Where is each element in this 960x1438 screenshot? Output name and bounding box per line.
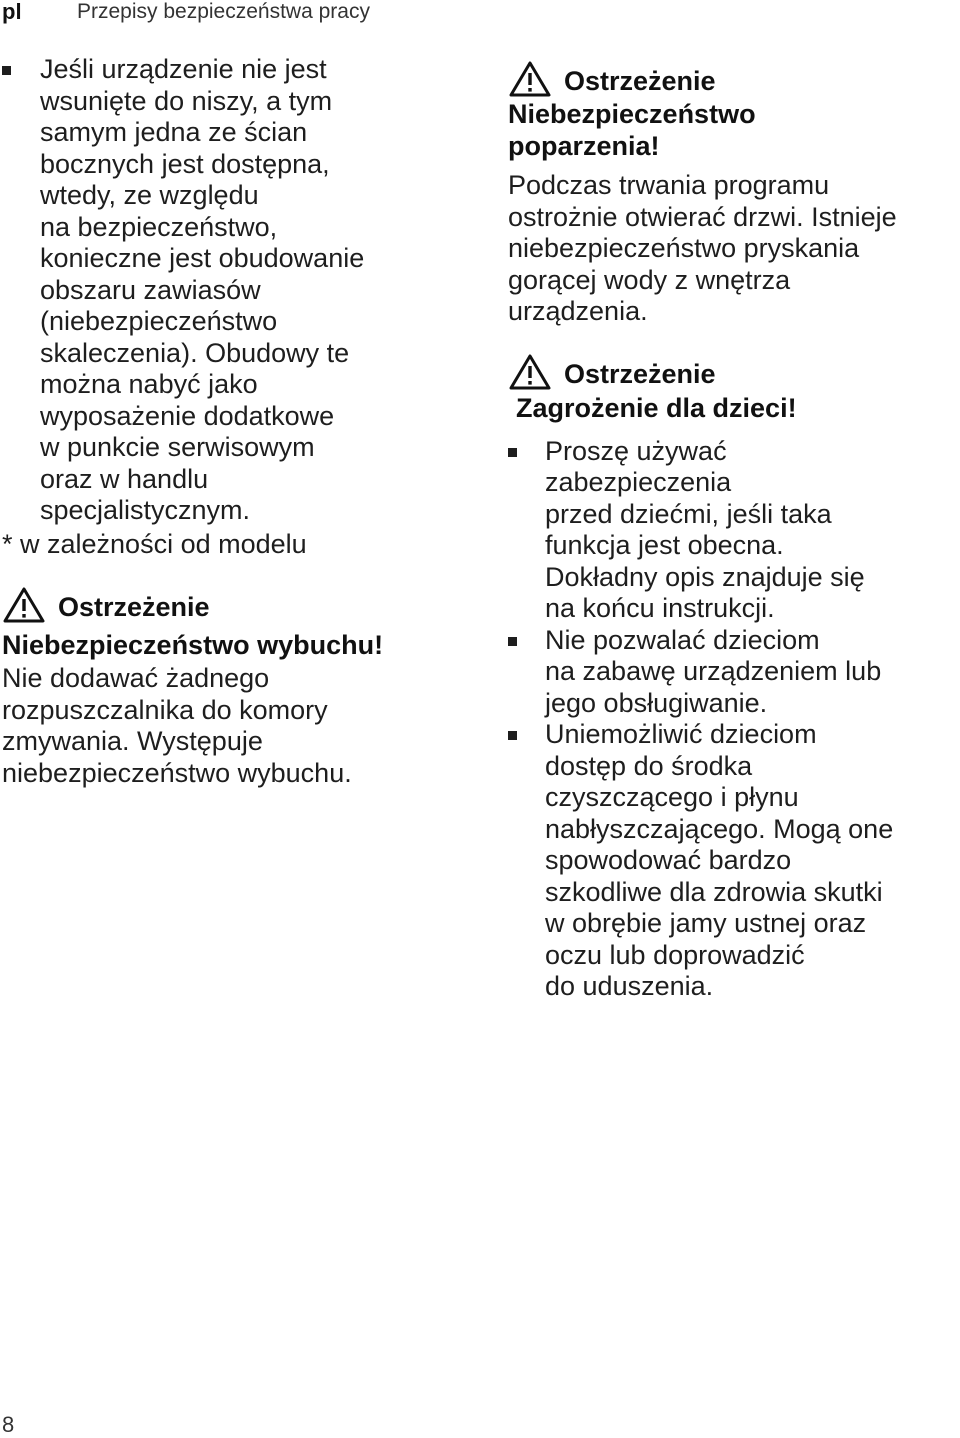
list-item: Proszę używać zabezpieczenia przed dziećmi, jeśli taka funkcja jest obecna. Dokładny opis znajduje się na końcu instrukcji. [508, 436, 960, 625]
warning-triangle-icon [508, 353, 552, 391]
warning-triangle-icon [2, 586, 46, 624]
warning-label: Ostrzeżenie [564, 66, 716, 96]
model-note: * w zależności od modelu [2, 528, 307, 559]
language-code: pl [2, 0, 22, 24]
warning-subtitle: Niebezpieczeństwo wybuchu! [2, 630, 384, 660]
bullet-square-icon [2, 66, 11, 75]
warning-heading [508, 60, 960, 98]
warning-subtitle: Niebezpieczeństwo poparzenia! [508, 99, 756, 161]
bullet-square-icon [508, 731, 517, 740]
section-title: Przepisy bezpieczeństwa pracy [77, 0, 370, 23]
warning-triangle-icon [508, 60, 552, 98]
list-item: Uniemożliwić dzieciom dostęp do środka czyszczącego i płynu nabłyszczającego. Mogą one spowodować bardzo szkodliwe dla zdrowia skutki w obrębie jamy ustnej oraz oczu lub doprowadzić do uduszenia. [508, 719, 960, 1003]
warning-heading [2, 586, 472, 624]
warning-text: Nie dodawać żadnego rozpuszczalnika do komory zmywania. Występuje niebezpieczeństwo wybuchu. [2, 663, 352, 788]
page-number: 8 [2, 1412, 15, 1437]
bullet-square-icon [508, 448, 517, 457]
page-header [2, 0, 522, 30]
list-item: Nie pozwalać dzieciom na zabawę urządzeniem lub jego obsługiwanie. [508, 625, 960, 720]
list-item: Jeśli urządzenie nie jest wsunięte do niszy, a tym samym jedna ze ścian bocznych jest dostępna, wtedy, ze względu na bezpieczeństwo, konieczne jest obudowanie obszaru zawiasów (niebezpieczeństwo skaleczenia). Obudowy te można nabyć jako wyposażenie dodatkowe w punkcie serwisowym oraz w handlu specjalistycznym. [2, 54, 472, 527]
left-column [2, 54, 472, 789]
bullet-square-icon [508, 637, 517, 646]
warning-subtitle: Zagrożenie dla dzieci! [516, 392, 797, 423]
right-column [508, 60, 960, 1003]
warning-label: Ostrzeżenie [564, 358, 716, 389]
warning-text: Podczas trwania programu ostrożnie otwierać drzwi. Istnieje niebezpieczeństwo pryskania gorącej wody z wnętrza urządzenia. [508, 170, 897, 326]
warning-label: Ostrzeżenie [58, 592, 210, 622]
warning-heading [508, 353, 960, 391]
